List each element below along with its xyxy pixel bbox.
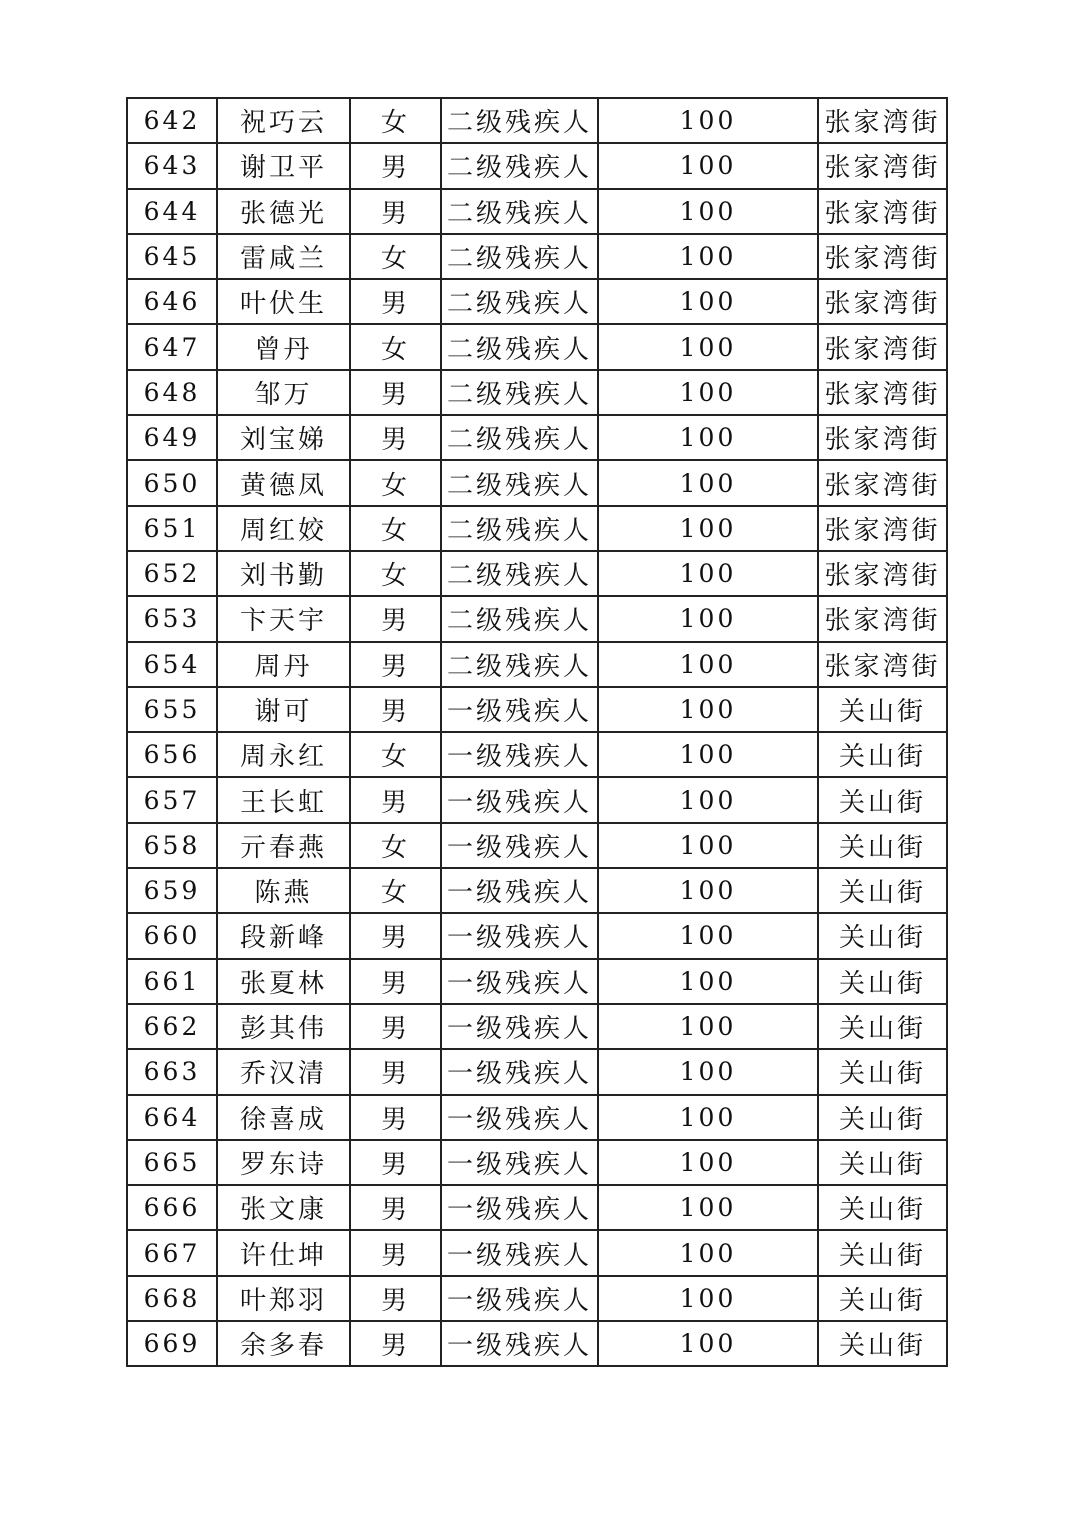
gender-cell: 女	[350, 460, 441, 505]
person-name-cell: 罗东诗	[217, 1140, 350, 1185]
table-row	[127, 415, 947, 460]
amount-cell: 100	[598, 777, 818, 822]
row-number-cell: 657	[127, 777, 217, 822]
person-name-cell: 黄德凤	[217, 460, 350, 505]
table-row	[127, 687, 947, 732]
amount-cell: 100	[598, 687, 818, 732]
table-row	[127, 279, 947, 324]
street-cell: 张家湾街	[818, 460, 947, 505]
street-cell: 张家湾街	[818, 279, 947, 324]
table-row	[127, 143, 947, 188]
disability-level-cell: 一级残疾人	[441, 1049, 598, 1094]
gender-cell: 男	[350, 959, 441, 1004]
disability-level-cell: 一级残疾人	[441, 732, 598, 777]
person-name-cell: 曾丹	[217, 324, 350, 369]
street-cell: 关山街	[818, 868, 947, 913]
row-number-cell: 645	[127, 234, 217, 279]
disability-level-cell: 一级残疾人	[441, 687, 598, 732]
person-name-cell: 雷咸兰	[217, 234, 350, 279]
person-name-cell: 叶郑羽	[217, 1276, 350, 1321]
gender-cell: 女	[350, 506, 441, 551]
row-number-cell: 647	[127, 324, 217, 369]
street-cell: 关山街	[818, 1004, 947, 1049]
person-name-cell: 刘宝娣	[217, 415, 350, 460]
street-cell: 关山街	[818, 1230, 947, 1275]
table-row	[127, 1276, 947, 1321]
street-cell: 张家湾街	[818, 143, 947, 188]
gender-cell: 男	[350, 596, 441, 641]
table-row	[127, 913, 947, 958]
disability-level-cell: 一级残疾人	[441, 868, 598, 913]
gender-cell: 男	[350, 1230, 441, 1275]
gender-cell: 男	[350, 913, 441, 958]
table-row	[127, 551, 947, 596]
amount-cell: 100	[598, 1185, 818, 1230]
street-cell: 关山街	[818, 732, 947, 777]
disability-level-cell: 二级残疾人	[441, 642, 598, 687]
table-row	[127, 642, 947, 687]
amount-cell: 100	[598, 506, 818, 551]
amount-cell: 100	[598, 460, 818, 505]
disability-level-cell: 二级残疾人	[441, 189, 598, 234]
amount-cell: 100	[598, 1140, 818, 1185]
table-row	[127, 1004, 947, 1049]
person-name-cell: 徐喜成	[217, 1095, 350, 1140]
person-name-cell: 许仕坤	[217, 1230, 350, 1275]
person-name-cell: 邹万	[217, 370, 350, 415]
amount-cell: 100	[598, 1004, 818, 1049]
amount-cell: 100	[598, 143, 818, 188]
gender-cell: 女	[350, 868, 441, 913]
row-number-cell: 668	[127, 1276, 217, 1321]
amount-cell: 100	[598, 370, 818, 415]
disability-level-cell: 一级残疾人	[441, 1140, 598, 1185]
person-name-cell: 张夏林	[217, 959, 350, 1004]
row-number-cell: 662	[127, 1004, 217, 1049]
person-name-cell: 段新峰	[217, 913, 350, 958]
table-row	[127, 98, 947, 143]
amount-cell: 100	[598, 1049, 818, 1094]
gender-cell: 男	[350, 1004, 441, 1049]
street-cell: 关山街	[818, 687, 947, 732]
amount-cell: 100	[598, 1276, 818, 1321]
row-number-cell: 642	[127, 98, 217, 143]
disability-level-cell: 二级残疾人	[441, 143, 598, 188]
gender-cell: 女	[350, 98, 441, 143]
gender-cell: 男	[350, 1276, 441, 1321]
disability-level-cell: 一级残疾人	[441, 1185, 598, 1230]
gender-cell: 男	[350, 687, 441, 732]
row-number-cell: 658	[127, 823, 217, 868]
gender-cell: 男	[350, 279, 441, 324]
disability-level-cell: 一级残疾人	[441, 1230, 598, 1275]
person-name-cell: 乔汉清	[217, 1049, 350, 1094]
person-name-cell: 祝巧云	[217, 98, 350, 143]
table-row	[127, 370, 947, 415]
disability-level-cell: 二级残疾人	[441, 506, 598, 551]
street-cell: 关山街	[818, 823, 947, 868]
table-row	[127, 506, 947, 551]
street-cell: 关山街	[818, 1321, 947, 1366]
table-row	[127, 596, 947, 641]
person-name-cell: 张文康	[217, 1185, 350, 1230]
amount-cell: 100	[598, 1095, 818, 1140]
row-number-cell: 660	[127, 913, 217, 958]
disability-level-cell: 二级残疾人	[441, 98, 598, 143]
table-row	[127, 823, 947, 868]
street-cell: 张家湾街	[818, 415, 947, 460]
row-number-cell: 652	[127, 551, 217, 596]
person-name-cell: 亓春燕	[217, 823, 350, 868]
row-number-cell: 661	[127, 959, 217, 1004]
street-cell: 张家湾街	[818, 642, 947, 687]
disability-level-cell: 一级残疾人	[441, 959, 598, 1004]
table-row	[127, 1230, 947, 1275]
person-name-cell: 周丹	[217, 642, 350, 687]
gender-cell: 男	[350, 143, 441, 188]
street-cell: 张家湾街	[818, 506, 947, 551]
disability-level-cell: 一级残疾人	[441, 777, 598, 822]
row-number-cell: 643	[127, 143, 217, 188]
street-cell: 张家湾街	[818, 98, 947, 143]
row-number-cell: 665	[127, 1140, 217, 1185]
gender-cell: 男	[350, 1185, 441, 1230]
row-number-cell: 653	[127, 596, 217, 641]
person-name-cell: 张德光	[217, 189, 350, 234]
street-cell: 张家湾街	[818, 324, 947, 369]
row-number-cell: 663	[127, 1049, 217, 1094]
amount-cell: 100	[598, 324, 818, 369]
row-number-cell: 656	[127, 732, 217, 777]
row-number-cell: 648	[127, 370, 217, 415]
street-cell: 关山街	[818, 1140, 947, 1185]
gender-cell: 男	[350, 777, 441, 822]
roster-table	[126, 97, 948, 1367]
amount-cell: 100	[598, 551, 818, 596]
table-row	[127, 324, 947, 369]
gender-cell: 女	[350, 732, 441, 777]
row-number-cell: 649	[127, 415, 217, 460]
row-number-cell: 655	[127, 687, 217, 732]
row-number-cell: 664	[127, 1095, 217, 1140]
gender-cell: 男	[350, 370, 441, 415]
street-cell: 关山街	[818, 959, 947, 1004]
row-number-cell: 669	[127, 1321, 217, 1366]
person-name-cell: 刘书勤	[217, 551, 350, 596]
amount-cell: 100	[598, 1230, 818, 1275]
gender-cell: 男	[350, 1321, 441, 1366]
person-name-cell: 卞天宇	[217, 596, 350, 641]
street-cell: 关山街	[818, 1095, 947, 1140]
person-name-cell: 余多春	[217, 1321, 350, 1366]
disability-level-cell: 一级残疾人	[441, 1321, 598, 1366]
gender-cell: 男	[350, 189, 441, 234]
table-row	[127, 732, 947, 777]
gender-cell: 男	[350, 1140, 441, 1185]
street-cell: 张家湾街	[818, 551, 947, 596]
roster-body	[127, 98, 947, 1366]
amount-cell: 100	[598, 959, 818, 1004]
street-cell: 张家湾街	[818, 234, 947, 279]
amount-cell: 100	[598, 234, 818, 279]
person-name-cell: 谢可	[217, 687, 350, 732]
disability-level-cell: 一级残疾人	[441, 913, 598, 958]
street-cell: 关山街	[818, 913, 947, 958]
person-name-cell: 彭其伟	[217, 1004, 350, 1049]
row-number-cell: 659	[127, 868, 217, 913]
person-name-cell: 陈燕	[217, 868, 350, 913]
street-cell: 张家湾街	[818, 189, 947, 234]
table-row	[127, 234, 947, 279]
gender-cell: 女	[350, 551, 441, 596]
street-cell: 张家湾街	[818, 596, 947, 641]
table-row	[127, 868, 947, 913]
gender-cell: 女	[350, 234, 441, 279]
table-row	[127, 1140, 947, 1185]
disability-level-cell: 二级残疾人	[441, 324, 598, 369]
person-name-cell: 周红姣	[217, 506, 350, 551]
table-row	[127, 959, 947, 1004]
amount-cell: 100	[598, 642, 818, 687]
table-row	[127, 189, 947, 234]
amount-cell: 100	[598, 279, 818, 324]
disability-level-cell: 一级残疾人	[441, 1004, 598, 1049]
person-name-cell: 叶伏生	[217, 279, 350, 324]
gender-cell: 男	[350, 1049, 441, 1094]
amount-cell: 100	[598, 98, 818, 143]
person-name-cell: 周永红	[217, 732, 350, 777]
table-row	[127, 1185, 947, 1230]
disability-level-cell: 二级残疾人	[441, 234, 598, 279]
amount-cell: 100	[598, 823, 818, 868]
disability-level-cell: 二级残疾人	[441, 551, 598, 596]
gender-cell: 女	[350, 324, 441, 369]
disability-level-cell: 一级残疾人	[441, 823, 598, 868]
table-row	[127, 1095, 947, 1140]
gender-cell: 男	[350, 1095, 441, 1140]
gender-cell: 男	[350, 415, 441, 460]
table-row	[127, 460, 947, 505]
disability-level-cell: 一级残疾人	[441, 1095, 598, 1140]
person-name-cell: 王长虹	[217, 777, 350, 822]
row-number-cell: 666	[127, 1185, 217, 1230]
gender-cell: 女	[350, 823, 441, 868]
street-cell: 张家湾街	[818, 370, 947, 415]
amount-cell: 100	[598, 189, 818, 234]
street-cell: 关山街	[818, 1185, 947, 1230]
disability-level-cell: 二级残疾人	[441, 415, 598, 460]
amount-cell: 100	[598, 868, 818, 913]
amount-cell: 100	[598, 913, 818, 958]
table-row	[127, 777, 947, 822]
street-cell: 关山街	[818, 1049, 947, 1094]
street-cell: 关山街	[818, 1276, 947, 1321]
amount-cell: 100	[598, 732, 818, 777]
disability-level-cell: 二级残疾人	[441, 279, 598, 324]
row-number-cell: 667	[127, 1230, 217, 1275]
table-row	[127, 1321, 947, 1366]
row-number-cell: 646	[127, 279, 217, 324]
disability-level-cell: 二级残疾人	[441, 370, 598, 415]
row-number-cell: 650	[127, 460, 217, 505]
disability-level-cell: 二级残疾人	[441, 460, 598, 505]
gender-cell: 男	[350, 642, 441, 687]
amount-cell: 100	[598, 415, 818, 460]
street-cell: 关山街	[818, 777, 947, 822]
row-number-cell: 654	[127, 642, 217, 687]
disability-level-cell: 一级残疾人	[441, 1276, 598, 1321]
disability-level-cell: 二级残疾人	[441, 596, 598, 641]
amount-cell: 100	[598, 596, 818, 641]
row-number-cell: 651	[127, 506, 217, 551]
person-name-cell: 谢卫平	[217, 143, 350, 188]
row-number-cell: 644	[127, 189, 217, 234]
amount-cell: 100	[598, 1321, 818, 1366]
table-row	[127, 1049, 947, 1094]
